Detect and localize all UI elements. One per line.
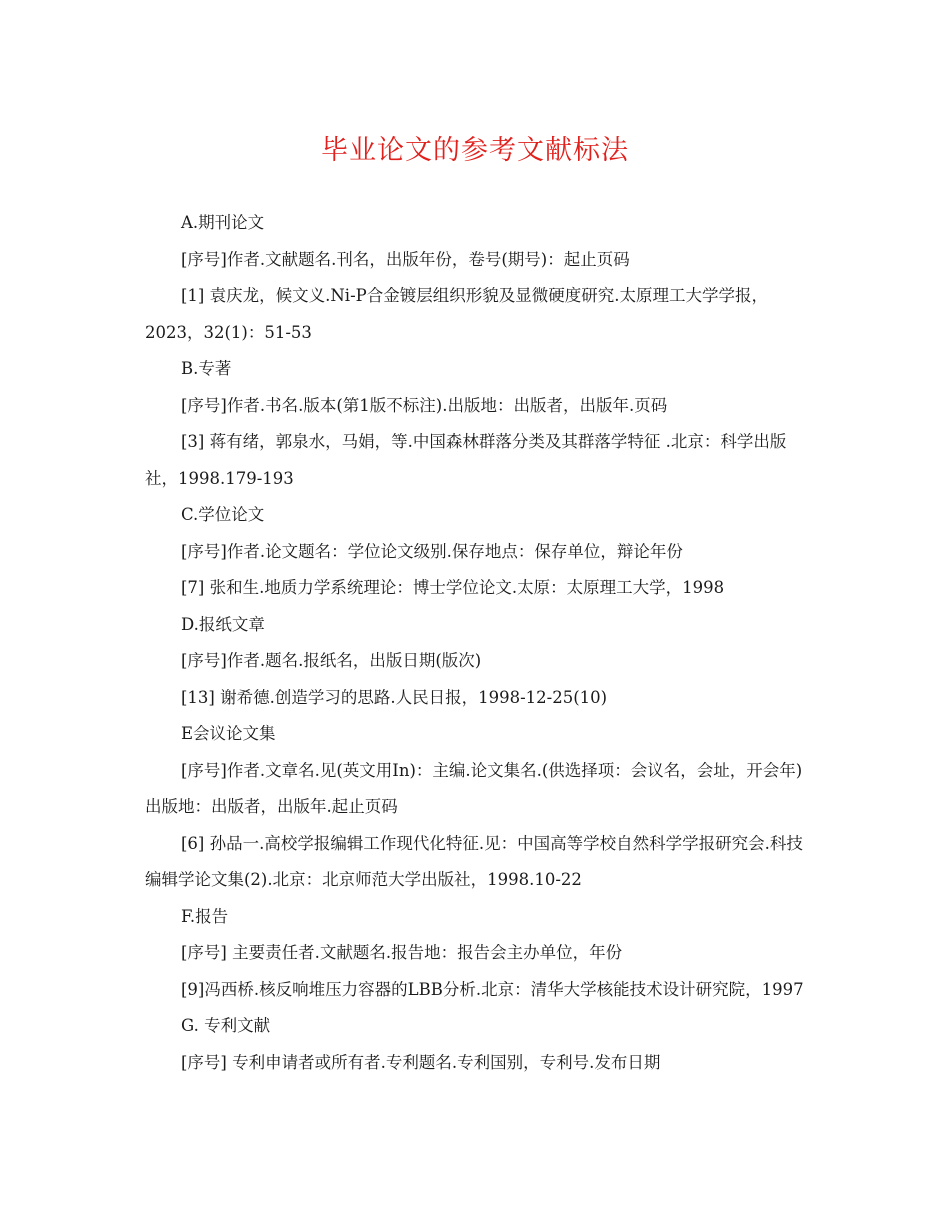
format-patent: [序号] 专利申请者或所有者.专利题名.专利国别，专利号.发布日期 <box>181 1052 661 1072</box>
example-journal: [1] 袁庆龙，候文义.Ni-P合金镀层组织形貌及显微硬度研究.太原理工大学学报，2023，32(1)：51-53 <box>145 286 768 342</box>
format-newspaper: [序号]作者.题名.报纸名，出版日期(版次) <box>181 651 482 670</box>
section-heading-monograph: B.专著 <box>181 359 232 378</box>
document-body <box>145 205 805 1081</box>
section-heading-report: F.报告 <box>181 906 229 926</box>
section-heading-newspaper: D.报纸文章 <box>181 614 265 634</box>
section-heading-proceedings: E会议论文集 <box>181 724 276 743</box>
format-journal: [序号]作者.文献题名.刊名，出版年份，卷号(期号)：起止页码 <box>181 249 630 269</box>
example-report: [9]冯西桥.核反响堆压力容器的LBB分析.北京：清华大学核能技术设计研究院，1997 <box>181 979 804 999</box>
format-proceedings: [序号]作者.文章名.见(英文用In)：主编.论文集名.(供选择项：会议名，会址，开会年)出版地：出版者，出版年.起止页码 <box>145 760 803 816</box>
example-proceedings: [6] 孙品一.高校学报编辑工作现代化特征.见：中国高等学校自然科学学报研究会.科技编辑学论文集(2).北京：北京师范大学出版社，1998.10-22 <box>145 833 803 889</box>
format-monograph: [序号]作者.书名.版本(第1版不标注).出版地：出版者，出版年.页码 <box>181 395 668 415</box>
section-heading-thesis: C.学位论文 <box>181 505 265 524</box>
format-thesis: [序号]作者.论文题名：学位论文级别.保存地点：保存单位，辩论年份 <box>181 541 683 561</box>
example-monograph: [3] 蒋有绪，郭泉水，马娟，等.中国森林群落分类及其群落学特征 .北京：科学出版社，1998.179-193 <box>145 432 787 488</box>
example-newspaper: [13] 谢希德.创造学习的思路.人民日报，1998-12-25(10) <box>181 687 608 707</box>
section-heading-journal: A.期刊论文 <box>181 213 265 232</box>
section-heading-patent: G. 专利文献 <box>181 1016 271 1035</box>
format-report: [序号] 主要责任者.文献题名.报告地：报告会主办单位，年份 <box>181 943 623 962</box>
page-title: 毕业论文的参考文献标法 <box>321 135 629 166</box>
example-thesis: [7] 张和生.地质力学系统理论：博士学位论文.太原：太原理工大学，1998 <box>181 578 725 597</box>
